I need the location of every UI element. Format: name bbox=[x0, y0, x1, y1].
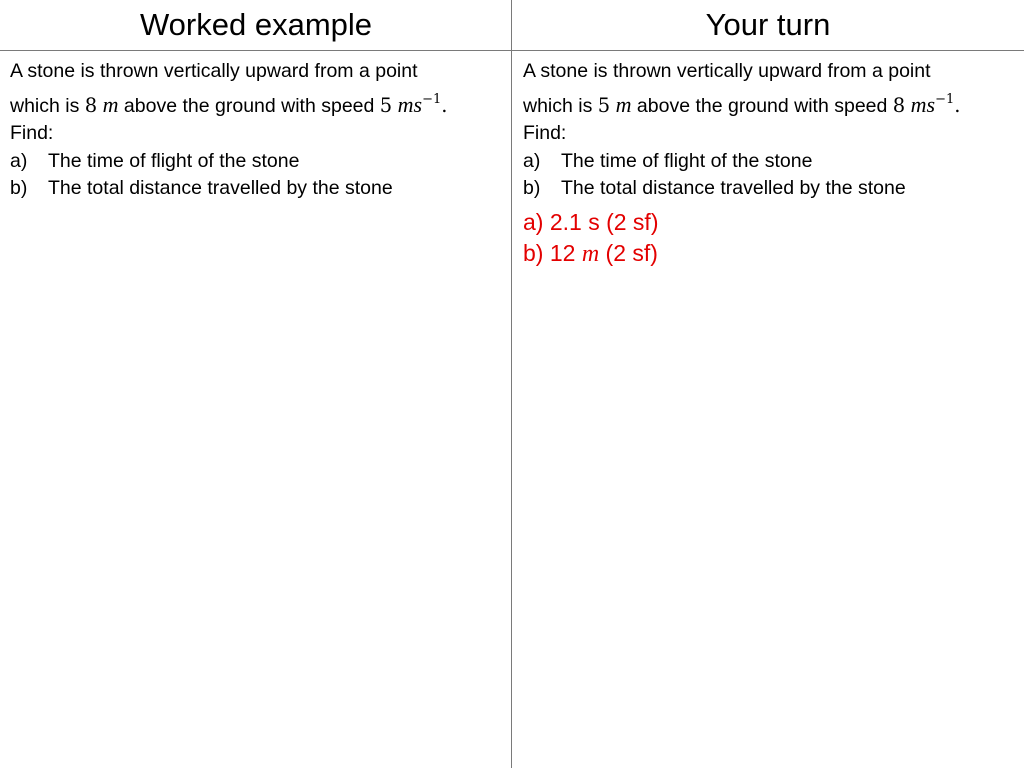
list-item-text: The total distance travelled by the stone bbox=[561, 177, 906, 199]
unit-ms: ms bbox=[910, 91, 936, 117]
list-item-letter: b) bbox=[523, 177, 541, 199]
question-line-1: A stone is thrown vertically upward from a point bbox=[10, 60, 418, 82]
speed-value: 8 bbox=[892, 93, 906, 117]
answer-b bbox=[523, 238, 1018, 270]
height-value: 5 bbox=[597, 93, 611, 117]
your-turn-question bbox=[523, 58, 1018, 270]
question-text-above-ground: above the ground with speed bbox=[631, 94, 893, 117]
speed-value: 5 bbox=[379, 93, 393, 117]
unit-ms: ms bbox=[397, 91, 423, 117]
period: . bbox=[954, 93, 961, 117]
worked-example-question bbox=[10, 58, 505, 203]
question-text-above-ground: above the ground with speed bbox=[118, 94, 380, 117]
list-item bbox=[523, 148, 1018, 176]
question-text-which-is: which is bbox=[523, 94, 598, 117]
your-turn-title: Your turn bbox=[705, 7, 831, 42]
unit-metres: m bbox=[615, 91, 632, 117]
period: . bbox=[441, 93, 448, 117]
find-label: Find: bbox=[523, 122, 567, 144]
unit-exponent: −1 bbox=[422, 91, 442, 107]
list-item bbox=[523, 175, 1018, 203]
list-item-text: The total distance travelled by the stone bbox=[48, 177, 393, 199]
answer-b-unit: m bbox=[581, 240, 600, 267]
list-item bbox=[10, 148, 505, 176]
question-line-2 bbox=[10, 86, 505, 121]
list-item-letter: a) bbox=[523, 149, 541, 172]
answer-b-prefix: b) 12 bbox=[523, 239, 582, 266]
your-turn-column bbox=[512, 0, 1024, 768]
list-item bbox=[10, 175, 505, 203]
question-text-which-is: which is bbox=[10, 94, 85, 117]
list-item-text: The time of flight of the stone bbox=[48, 149, 300, 172]
list-item-text: The time of flight of the stone bbox=[561, 149, 813, 172]
unit-exponent: −1 bbox=[935, 91, 955, 107]
height-value: 8 bbox=[84, 93, 98, 117]
find-label: Find: bbox=[10, 122, 54, 144]
answers bbox=[523, 207, 1018, 270]
list-item-letter: a) bbox=[10, 149, 28, 172]
answer-a: a) 2.1 s (2 sf) bbox=[523, 208, 659, 235]
worked-example-title: Worked example bbox=[139, 7, 373, 42]
list-item-letter: b) bbox=[10, 177, 28, 199]
question-line-2 bbox=[523, 86, 1018, 121]
answer-b-suffix: (2 sf) bbox=[599, 239, 658, 266]
question-line-1: A stone is thrown vertically upward from a point bbox=[523, 60, 931, 82]
unit-metres: m bbox=[102, 91, 119, 117]
